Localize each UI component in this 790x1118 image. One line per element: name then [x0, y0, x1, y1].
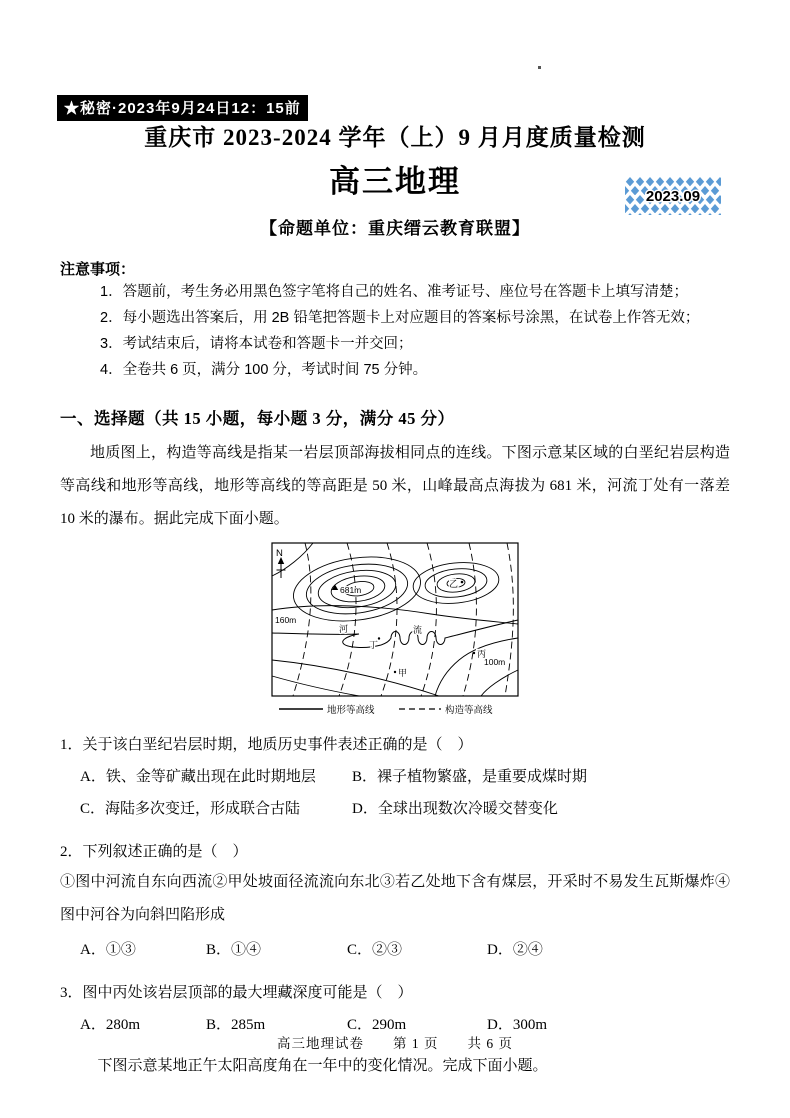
- point-yi-label: 乙: [449, 579, 459, 589]
- legend-dashed-label: 构造等高线: [445, 705, 493, 716]
- page-footer: 高三地理试卷 第 1 页 共 6 页: [277, 1036, 513, 1051]
- q2-option-d: D．②④: [487, 942, 543, 958]
- river-label-he: 河: [339, 624, 349, 634]
- notes-item-1: 1．答题前，考生务必用黑色签字笔将自己的姓名、准考证号、座位号在答题卡上填写清楚；: [100, 284, 689, 300]
- next-stimulus-paragraph: 下图示意某地正午太阳高度角在一年中的变化情况。完成下面小题。: [97, 1058, 548, 1074]
- section-heading: 一、选择题（共 15 小题，每小题 3 分，满分 45 分）: [60, 409, 455, 428]
- q3-option-c: C．290m: [347, 1017, 407, 1033]
- peak-elevation-label: 681m: [340, 585, 362, 595]
- notes-heading: 注意事项：: [60, 261, 136, 278]
- notes-list: [100, 279, 730, 383]
- question-1: [60, 731, 730, 825]
- elevation-160-label: 160m: [275, 615, 297, 625]
- question-2-options: [60, 934, 730, 966]
- q3-option-d: D．300m: [487, 1017, 548, 1033]
- point-ding-dot: [378, 637, 380, 639]
- exam-header: [60, 0, 730, 258]
- q1-option-d: D．全球出现数次冷暖交替变化: [352, 801, 558, 817]
- notes-item-4: 4．全卷共 6 页，满分 100 分，考试时间 75 分钟。: [100, 362, 428, 378]
- elevation-100-label: 100m: [484, 657, 506, 667]
- question-2-text: 2．下列叙述正确的是（ ）: [60, 844, 248, 860]
- question-2: [60, 838, 730, 966]
- q2-option-a: A．①③: [80, 942, 136, 958]
- notes-item-3: 3．考试结束后，请将本试卷和答题卡一并交回；: [100, 336, 413, 352]
- unit-line: 【命题单位：重庆缙云教育联盟】: [260, 219, 530, 238]
- date-badge: [625, 177, 721, 215]
- date-badge-text: 2023.09: [645, 188, 701, 205]
- q1-option-a: A．铁、金等矿藏出现在此时期地层: [80, 769, 316, 785]
- point-ding-label: 丁: [369, 640, 379, 650]
- subject-title: 高三地理: [329, 164, 461, 199]
- exam-title: 重庆市 2023-2024 学年（上）9 月月度质量检测: [144, 125, 646, 150]
- q1-option-c: C．海陆多次变迁，形成联合古陆: [80, 801, 301, 817]
- question-2-statements: ①图中河流自东向西流②甲处坡面径流流向东北③若乙处地下含有煤层，开采时不易发生瓦斯爆炸④图中河谷为向斜凹陷形成: [60, 874, 730, 923]
- point-bing-dot: [473, 652, 475, 654]
- diamond-pattern-graphic: [625, 177, 721, 215]
- map-legend: [279, 704, 493, 716]
- question-3-text: 3．图中丙处该岩层顶部的最大埋藏深度可能是（ ）: [60, 985, 413, 1001]
- point-jia-dot: [394, 671, 396, 673]
- q3-option-b: B．285m: [206, 1017, 266, 1033]
- legend-solid-label: 地形等高线: [327, 705, 375, 716]
- question-1-options: [60, 761, 730, 825]
- exam-notes: [60, 258, 730, 383]
- point-jia-label: 甲: [398, 668, 408, 678]
- question-1-text: 1．关于该白垩纪岩层时期，地质历史事件表述正确的是（ ）: [60, 737, 473, 753]
- secrecy-badge: ★秘密·2023年9月24日12：15前: [57, 95, 308, 121]
- point-bing-label: 丙: [477, 649, 487, 659]
- q1-option-b: B．裸子植物繁盛，是重要成煤时期: [352, 769, 588, 785]
- contour-map-figure: [271, 542, 519, 718]
- q2-option-c: C．②③: [347, 942, 403, 958]
- q2-option-b: B．①④: [206, 942, 262, 958]
- river-label-liu: 流: [413, 625, 423, 635]
- print-speck: [538, 66, 541, 69]
- point-yi-dot: [461, 581, 464, 584]
- north-label: N: [276, 548, 283, 559]
- notes-item-2: 2．每小题选出答案后，用 2B 铅笔把答题卡上对应题目的答案标号涂黑，在试卷上作答无效；: [100, 310, 700, 326]
- contour-map-svg: [271, 542, 519, 718]
- q3-option-a: A．280m: [80, 1017, 141, 1033]
- stimulus-paragraph: 地质图上，构造等高线是指某一岩层顶部海拔相同点的连线。下图示意某区域的白垩纪岩层构造等高线和地形等高线，地形等高线的等高距是 50 米，山峰最高点海拔为 681 米，河流丁处有一落差 10 米的瀑布。据此完成下面小题。: [60, 445, 730, 527]
